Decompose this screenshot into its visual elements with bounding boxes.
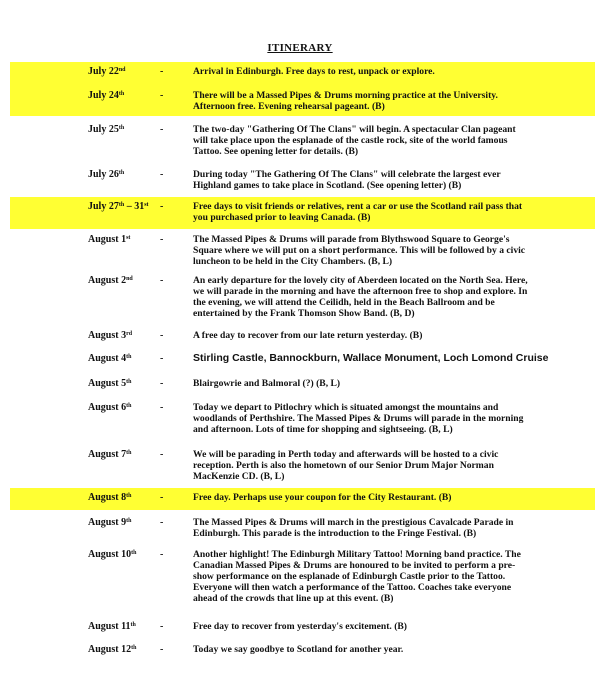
itinerary-row bbox=[0, 545, 600, 611]
row-description: Arrival in Edinburgh. Free days to rest, unpack or explore. bbox=[193, 66, 435, 77]
itinerary-row bbox=[0, 445, 600, 487]
row-date: August 10th bbox=[88, 549, 137, 560]
itinerary-row bbox=[0, 617, 600, 637]
row-dash: - bbox=[160, 402, 164, 413]
row-dash: - bbox=[160, 492, 164, 503]
row-dash: - bbox=[160, 275, 164, 286]
itinerary-row bbox=[10, 62, 595, 86]
row-description: The two-day "Gathering Of The Clans" will begin. A spectacular Clan pageant will take place upon the esplanade of the castle rock, site of the world famous Tattoo. See opening letter for details. (B) bbox=[193, 124, 516, 157]
itinerary-title: ITINERARY bbox=[267, 42, 333, 54]
row-description: Free days to visit friends or relatives, rent a car or use the Scotland rail pass that you purchased prior to leaving Canada. (B) bbox=[193, 201, 523, 223]
itinerary-row bbox=[10, 197, 595, 229]
row-description: The Massed Pipes & Drums will march in the prestigious Cavalcade Parade in Edinburgh. This parade is the introduction to the Fringe Festival. (B) bbox=[193, 517, 514, 539]
row-date: August 2nd bbox=[88, 275, 133, 286]
row-date: July 27th – 31st bbox=[88, 201, 149, 212]
row-dash: - bbox=[160, 549, 164, 560]
row-date: August 7th bbox=[88, 449, 132, 460]
row-description: Today we say goodbye to Scotland for another year. bbox=[193, 644, 404, 655]
row-dash: - bbox=[160, 353, 164, 364]
row-dash: - bbox=[160, 201, 164, 212]
row-description: Today we depart to Pitlochry which is situated amongst the mountains and woodlands of Perthshire. The Massed Pipes & Drums will parade in the morning and afternoon. Lots of time for shopping and sightseeing. (B, L) bbox=[193, 402, 524, 435]
row-dash: - bbox=[160, 378, 164, 389]
row-description: There will be a Massed Pipes & Drums morning practice at the University. Afternoon free. Evening rehearsal pageant. (B) bbox=[193, 90, 498, 112]
row-description: A free day to recover from our late return yesterday. (B) bbox=[193, 330, 423, 341]
itinerary-row bbox=[0, 271, 600, 323]
row-date: August 3rd bbox=[88, 330, 133, 341]
itinerary-row bbox=[0, 326, 600, 346]
itinerary-row bbox=[10, 488, 595, 510]
row-description: We will be parading in Perth today and afterwards will be hosted to a civic reception. Perth is also the hometown of our Senior Drum Major Norman MacKenzie CD. (B, L) bbox=[193, 449, 499, 482]
row-dash: - bbox=[160, 66, 164, 77]
row-dash: - bbox=[160, 330, 164, 341]
row-dash: - bbox=[160, 90, 164, 101]
row-description: Free day to recover from yesterday's excitement. (B) bbox=[193, 621, 408, 632]
itinerary-row bbox=[0, 640, 600, 660]
row-dash: - bbox=[160, 621, 164, 632]
row-date: August 1st bbox=[88, 234, 131, 245]
row-date: August 6th bbox=[88, 402, 132, 413]
row-description: The Massed Pipes & Drums will parade from Blythswood Square to George's Square where we will put on a short performance. This will be followed by a civic luncheon to be held in the City Chambers. (B, L) bbox=[193, 234, 526, 267]
row-dash: - bbox=[160, 234, 164, 245]
row-date: August 9th bbox=[88, 517, 132, 528]
row-dash: - bbox=[160, 124, 164, 135]
row-description: Another highlight! The Edinburgh Military Tattoo! Morning band practice. The Canadian Massed Pipes & Drums are honoured to be invited to perform a pre-show performance on the esplanade of Edinburgh Castle prior to the Tattoo. Everyone will then watch a performance of the Tattoo. Coaches take everyone ahead of the crowds that line up at this event. (B) bbox=[193, 549, 521, 604]
row-date: August 11th bbox=[88, 621, 136, 632]
itinerary-row bbox=[0, 513, 600, 543]
itinerary-row bbox=[0, 165, 600, 195]
itinerary-row bbox=[0, 120, 600, 164]
row-date: July 25th bbox=[88, 124, 125, 135]
row-date: July 24th bbox=[88, 90, 125, 101]
row-dash: - bbox=[160, 449, 164, 460]
row-date: August 12th bbox=[88, 644, 137, 655]
row-description: Free day. Perhaps use your coupon for the City Restaurant. (B) bbox=[193, 492, 452, 503]
itinerary-row bbox=[0, 374, 600, 394]
row-dash: - bbox=[160, 644, 164, 655]
row-description: Blairgowrie and Balmoral (?) (B, L) bbox=[193, 378, 341, 389]
row-dash: - bbox=[160, 517, 164, 528]
row-date: July 26th bbox=[88, 169, 125, 180]
itinerary-row bbox=[0, 349, 600, 369]
row-date: August 4th bbox=[88, 353, 132, 364]
row-description: During today "The Gathering Of The Clans" will celebrate the largest ever Highland games to take place in Scotland. (See opening letter) (B) bbox=[193, 169, 501, 191]
itinerary-row bbox=[10, 86, 595, 116]
itinerary-row bbox=[0, 230, 600, 270]
row-date: August 8th bbox=[88, 492, 132, 503]
itinerary-row bbox=[0, 398, 600, 440]
row-description: An early departure for the lovely city of Aberdeen located on the North Sea. Here, we will parade in the morning and have the afternoon free to shop and explore. In the evening, we will attend the Ceilidh, held in the Beach Ballroom and be entertained by the Frank Thomson Show Band. (B, D) bbox=[193, 275, 528, 319]
row-date: July 22nd bbox=[88, 66, 126, 77]
row-description: Stirling Castle, Bannockburn, Wallace Monument, Loch Lomond Cruise bbox=[193, 352, 549, 364]
row-dash: - bbox=[160, 169, 164, 180]
row-date: August 5th bbox=[88, 378, 132, 389]
